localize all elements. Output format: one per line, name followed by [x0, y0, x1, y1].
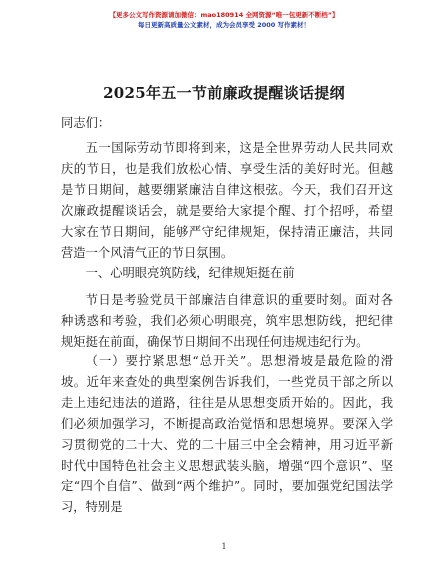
promo-banner	[0, 10, 448, 30]
page-number: 1	[221, 542, 227, 551]
promo-banner-line-2: 每日更新高质量公文素材，成为会员享受 2000 写作素材！	[137, 21, 311, 29]
paragraph-intro: 五一国际劳动节即将到来，这是全世界劳动人民共同欢庆的节日，也是我们放松心情、享受生活的美好时光。但越是节日期间，越要绷紧廉洁自律这根弦。今天，我们召开这次廉政提醒谈话会，就是要给大家提个醒、打个招呼，希望大家在节日期间，能够严守纪律规矩，保持清正廉洁，共同营造一个风清气正的节日氛围。	[61, 141, 393, 260]
greeting: 同志们：	[61, 116, 111, 130]
section-heading-1: 一、心明眼亮筑防线，纪律规矩挺在前	[85, 266, 295, 280]
document-title: 2025年五一节前廉政提醒谈话提纲	[103, 84, 345, 102]
paragraph-subsection-1: （一）要拧紧思想“总开关”。思想滑坡是最危险的滑坡。近年来查处的典型案例告诉我们，一些党员干部之所以走上违纪违法的道路，往往是从思想变质开始的。因此，我们必须加强学习，不断提高政治觉悟和思想境界。要深入学习贯彻党的二十大、党的二十届三中全会精神，用习近平新时代中国特色社会主义思想武装头脑，增强“四个意识”、坚定“四个自信”、做到“两个维护”。同时，要加强党纪国法学习，特别是	[61, 354, 393, 515]
paragraph-section-1: 节日是考验党员干部廉洁自律意识的重要时刻。面对各种诱惑和考验，我们必须心明眼亮，筑牢思想防线，把纪律规矩挺在前面，确保节日期间不出现任何违规违纪行为。	[61, 293, 393, 349]
promo-banner-line-1: 【更多公文写作资源请加微信：mao180914 全网资源“唯一包更新不断档”】	[109, 11, 339, 19]
